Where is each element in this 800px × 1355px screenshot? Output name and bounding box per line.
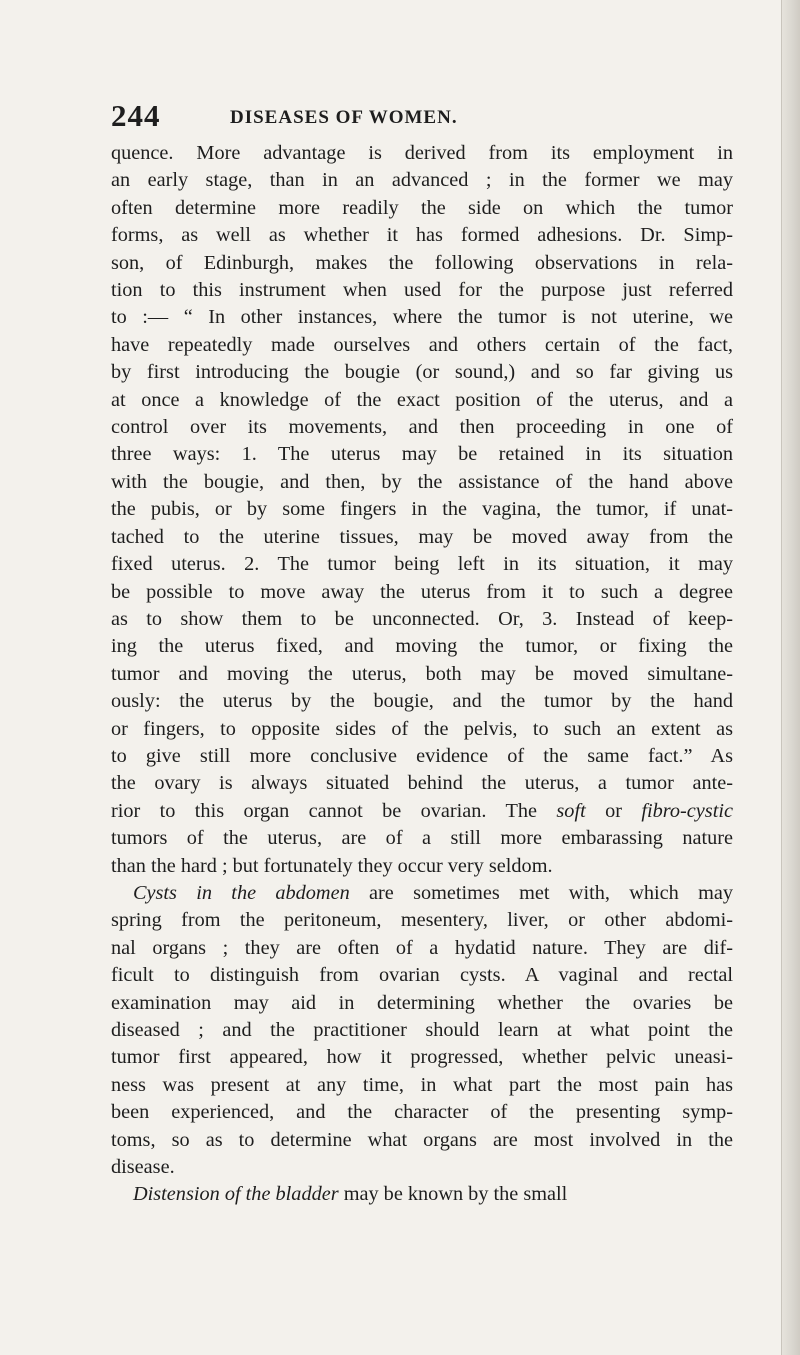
text-segment: may be known by the small <box>338 1183 568 1206</box>
text-line <box>111 1127 733 1154</box>
text-segment: to :— “ In other instances, where the tumor is not uterine, we <box>111 306 733 329</box>
text-line <box>111 907 733 934</box>
text-segment: tumor and moving the uterus, both may be moved simultane- <box>111 662 733 685</box>
text-line <box>111 222 733 249</box>
text-segment: to give still more conclusive evidence of the same fact.” As <box>111 744 733 767</box>
text-segment: examination may aid in determining whether the ovaries be <box>111 991 733 1014</box>
text-segment: control over its movements, and then proceeding in one of <box>111 416 733 439</box>
text-line <box>111 441 733 468</box>
text-line <box>111 1181 733 1208</box>
paragraph <box>111 880 733 1181</box>
italic-text: soft <box>556 799 586 822</box>
text-segment: tion to this instrument when used for the purpose just referred <box>111 279 733 302</box>
text-segment: the ovary is always situated behind the uterus, a tumor ante- <box>111 772 733 795</box>
running-head: DISEASES OF WOMEN. <box>230 107 458 128</box>
text-segment: ness was present at any time, in what part the most pain has <box>111 1073 733 1096</box>
text-line <box>111 167 733 194</box>
text-segment: with the bougie, and then, by the assistance of the hand above <box>111 470 733 493</box>
text-segment: disease. <box>111 1156 175 1179</box>
text-line <box>111 935 733 962</box>
text-line <box>111 359 733 386</box>
page-edge <box>781 0 800 1355</box>
text-line <box>111 990 733 1017</box>
page-number: 244 <box>111 98 161 133</box>
text-segment: an early stage, than in an advanced ; in the former we may <box>111 169 733 192</box>
text-line <box>111 633 733 660</box>
text-segment: tumors of the uterus, are of a still more embarassing nature <box>111 827 733 850</box>
text-segment: rior to this organ cannot be ovarian. The <box>111 799 557 822</box>
text-segment: spring from the peritoneum, mesentery, liver, or other abdomi- <box>111 909 733 932</box>
text-line <box>111 770 733 797</box>
text-line <box>111 524 733 551</box>
text-line <box>111 716 733 743</box>
text-segment: toms, so as to determine what organs are most involved in the <box>111 1128 733 1151</box>
text-line <box>111 469 733 496</box>
text-line <box>111 1017 733 1044</box>
text-segment: by first introducing the bougie (or sound,) and so far giving us <box>111 361 733 384</box>
text-line <box>111 414 733 441</box>
text-segment: be possible to move away the uterus from it to such a degree <box>111 580 733 603</box>
text-segment: tumor first appeared, how it progressed, whether pelvic uneasi- <box>111 1046 733 1069</box>
text-line <box>111 962 733 989</box>
text-line <box>111 688 733 715</box>
text-line <box>111 387 733 414</box>
text-segment: quence. More advantage is derived from its employment in <box>111 142 733 164</box>
text-line <box>111 798 733 825</box>
paragraph <box>111 1181 733 1208</box>
text-segment: fixed uterus. 2. The tumor being left in its situation, it may <box>111 553 733 576</box>
text-segment: son, of Edinburgh, makes the following observations in rela- <box>111 251 733 274</box>
text-line <box>111 551 733 578</box>
text-segment: ing the uterus fixed, and moving the tumor, or fixing the <box>111 635 733 658</box>
text-segment: tached to the uterine tissues, may be moved away from the <box>111 525 733 548</box>
text-line <box>111 140 733 167</box>
text-segment: been experienced, and the character of the presenting symp- <box>111 1101 733 1124</box>
text-line <box>111 825 733 852</box>
text-line <box>111 579 733 606</box>
page-header <box>111 98 731 134</box>
text-segment: ously: the uterus by the bougie, and the tumor by the hand <box>111 690 733 713</box>
text-segment: or <box>585 799 642 822</box>
text-segment: the pubis, or by some fingers in the vagina, the tumor, if unat- <box>111 498 733 521</box>
text-line <box>111 304 733 331</box>
text-line <box>111 1099 733 1126</box>
text-line <box>111 332 733 359</box>
italic-text: Distension of the bladder <box>133 1183 339 1206</box>
text-line <box>111 195 733 222</box>
text-segment: than the hard ; but fortunately they occur very seldom. <box>111 854 553 877</box>
text-segment: three ways: 1. The uterus may be retained in its situation <box>111 443 733 466</box>
text-line <box>111 743 733 770</box>
text-segment: or fingers, to opposite sides of the pelvis, to such an extent as <box>111 717 733 740</box>
text-segment: often determine more readily the side on which the tumor <box>111 196 733 219</box>
text-line <box>111 1044 733 1071</box>
paragraph <box>111 140 733 880</box>
text-line <box>111 661 733 688</box>
text-line <box>111 853 733 880</box>
text-line <box>111 250 733 277</box>
text-segment: ficult to distinguish from ovarian cysts. A vaginal and rectal <box>111 964 733 987</box>
text-line <box>111 606 733 633</box>
text-segment: are sometimes met with, which may <box>349 881 733 904</box>
text-segment: forms, as well as whether it has formed adhesions. Dr. Simp- <box>111 224 733 247</box>
text-line <box>111 1154 733 1181</box>
italic-text: fibro-cystic <box>641 799 733 822</box>
text-segment: at once a knowledge of the exact position of the uterus, and a <box>111 388 733 411</box>
text-line <box>111 880 733 907</box>
text-segment: diseased ; and the practitioner should learn at what point the <box>111 1019 733 1041</box>
body-text <box>111 140 733 1209</box>
text-segment: nal organs ; they are often of a hydatid nature. They are dif- <box>111 936 733 959</box>
text-line <box>111 1072 733 1099</box>
italic-text: Cysts in the abdomen <box>133 881 350 904</box>
text-segment: as to show them to be unconnected. Or, 3. Instead of keep- <box>111 607 733 630</box>
text-line <box>111 277 733 304</box>
text-line <box>111 496 733 523</box>
text-segment: have repeatedly made ourselves and others certain of the fact, <box>111 333 733 356</box>
